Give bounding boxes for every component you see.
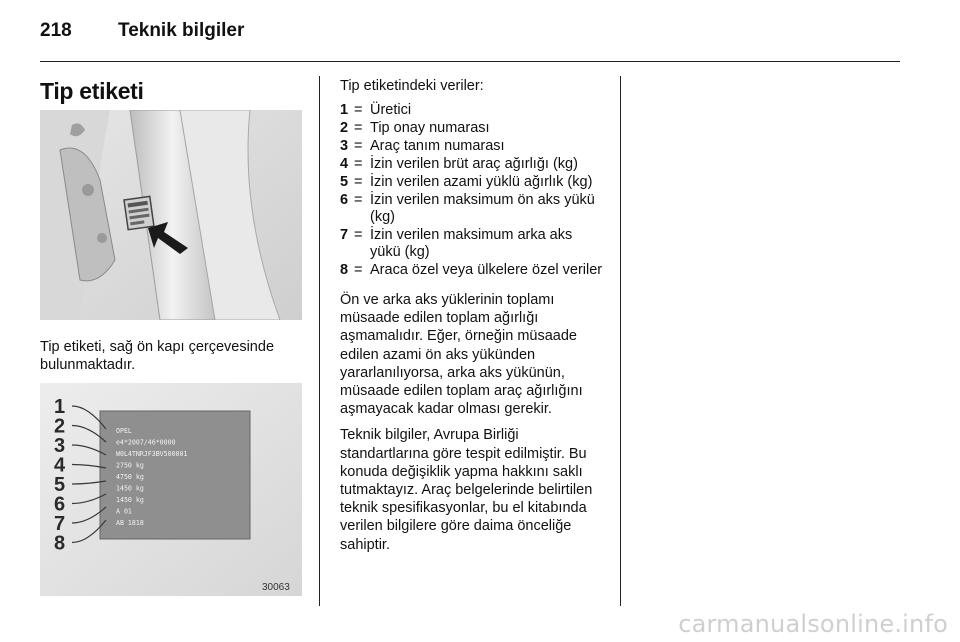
paragraph-technical-data: Teknik bilgiler, Avrupa Birliği standartlarına göre tespit edilmiştir. Bu konuda değişiklik yapma hakkını saklı tutmaktayız. Araç belgelerinde belirtilen teknik spesifikasyonlar, bu el kitabında verilen bilgilere göre daima önceliğe sahiptir. — [340, 427, 593, 553]
label-number: 4 — [54, 454, 66, 477]
figure-caption: Tip etiketi, sağ ön kapı çerçevesinde bulunmaktadır. — [40, 339, 275, 373]
item-number: 7 — [340, 227, 349, 243]
watermark: carmanualsonline.info — [678, 610, 948, 638]
label-number: 8 — [54, 532, 66, 555]
item-number: 6 — [340, 192, 349, 208]
item-equals: = — [354, 227, 363, 243]
list-item — [340, 192, 605, 226]
paragraph-axle-loads: Ön ve arka aks yüklerinin toplamı müsaade edilen toplam ağırlığı aşmamalıdır. Eğer, örneğin müsaade edilen azami ön aks yükünden yararlanılıyorsa, arka aks yükünün, müsaade edilen toplam araç ağırlığını aşmayacak kadar olması gerekir. — [340, 292, 583, 418]
item-number: 1 — [340, 102, 349, 118]
plate-line: e4*2007/46*0000 — [116, 438, 176, 447]
header-rule — [40, 61, 900, 62]
content-column — [340, 78, 605, 554]
plate-line: 1450 kg — [116, 484, 144, 493]
list-item — [340, 156, 605, 173]
item-text: İzin verilen maksimum ön aks yükü (kg) — [370, 192, 595, 225]
plate-line: 4750 kg — [116, 473, 144, 481]
plate-line: A 01 — [116, 507, 132, 516]
plate-line: AB 1818 — [116, 519, 144, 527]
item-text: Araç tanım numarası — [370, 138, 505, 154]
item-equals: = — [354, 102, 363, 118]
list-item — [340, 262, 605, 279]
door-frame-illustration — [40, 110, 302, 320]
label-number: 2 — [54, 415, 66, 438]
label-number: 3 — [54, 435, 66, 457]
item-equals: = — [354, 262, 363, 278]
label-data-list — [340, 102, 605, 279]
item-number: 4 — [340, 156, 349, 172]
item-text: Üretici — [370, 102, 412, 118]
chapter-title: Teknik bilgiler — [118, 20, 245, 41]
item-text: Tip onay numarası — [370, 120, 490, 136]
item-number: 2 — [340, 120, 349, 136]
column-divider-left — [319, 76, 320, 606]
item-text: İzin verilen brüt araç ağırlığı (kg) — [370, 156, 578, 172]
page-header — [40, 20, 244, 42]
item-equals: = — [354, 138, 363, 154]
label-number: 6 — [54, 493, 66, 516]
item-text: Araca özel veya ülkelere özel veriler — [370, 262, 603, 278]
item-number: 3 — [340, 138, 349, 154]
list-intro: Tip etiketindeki veriler: — [340, 78, 484, 94]
item-number: 5 — [340, 174, 349, 190]
list-item — [340, 120, 605, 137]
item-equals: = — [354, 174, 363, 190]
plate-line: 2750 kg — [116, 461, 144, 470]
label-number: 1 — [54, 396, 66, 418]
list-item — [340, 138, 605, 155]
plate-line: OPEL — [116, 427, 132, 435]
page-number: 218 — [40, 20, 72, 41]
label-number: 5 — [54, 474, 66, 496]
image-id: 30063 — [262, 582, 290, 593]
item-text: İzin verilen azami yüklü ağırlık (kg) — [370, 174, 593, 190]
plate-line: W0L4TNRJF3BV500001 — [116, 450, 188, 458]
item-equals: = — [354, 192, 363, 208]
label-number: 7 — [54, 513, 66, 535]
item-equals: = — [354, 156, 363, 172]
list-item — [340, 102, 605, 119]
plate-line: 1450 kg — [116, 496, 144, 504]
item-text: İzin verilen maksimum arka aks yükü (kg) — [370, 227, 573, 260]
type-label-illustration — [40, 383, 302, 596]
list-item — [340, 174, 605, 191]
item-number: 8 — [340, 262, 349, 278]
section-title: Tip etiketi — [40, 78, 144, 104]
list-item — [340, 227, 605, 261]
item-equals: = — [354, 120, 363, 136]
column-divider-right — [620, 76, 621, 606]
